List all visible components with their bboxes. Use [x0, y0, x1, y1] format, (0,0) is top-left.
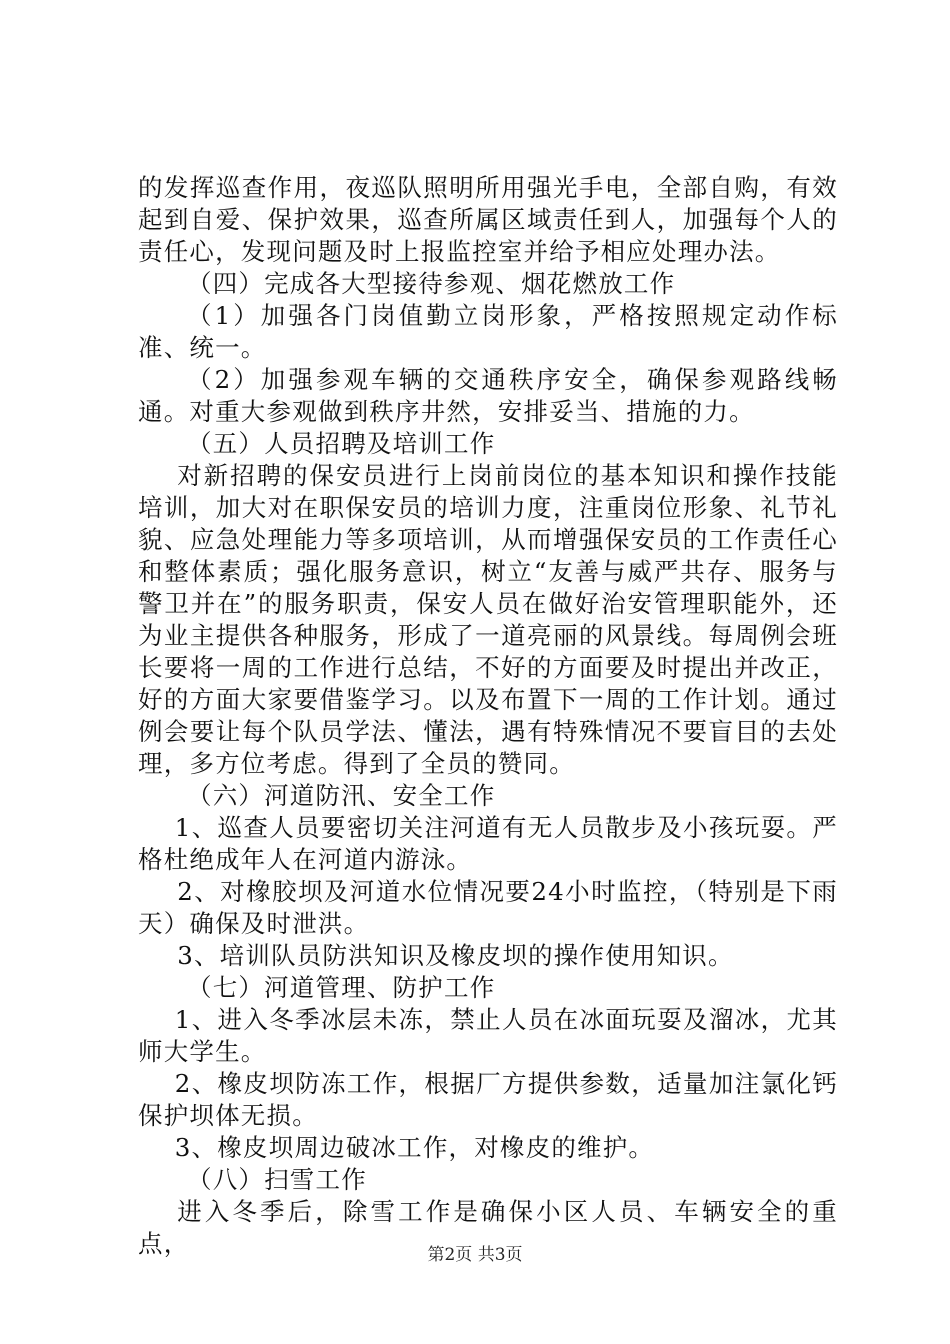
- list-item: 3、橡皮坝周边破冰工作，对橡皮的维护。: [174, 1133, 655, 1162]
- section-heading-8: （八）扫雪工作: [187, 1165, 367, 1194]
- list-item: （2）加强参观车辆的交通秩序安全，确保参观路线畅通。对重大参观做到秩序井然，安排妥当、措施的力。: [138, 365, 838, 426]
- section-heading-7: （七）河道管理、防护工作: [187, 973, 496, 1002]
- paragraph-1: 的发挥巡查作用，夜巡队照明所用强光手电，全部自购，有效起到自爱、保护效果，巡查所属区域责任到人，加强每个人的责任心，发现问题及时上报监控室并给予相应处理办法。: [138, 173, 838, 266]
- section-heading-5: （五）人员招聘及培训工作: [187, 429, 496, 458]
- page-number-footer: 第2页 共3页: [427, 1245, 523, 1265]
- paragraph-snow: 进入冬季后，除雪工作是确保小区人员、车辆安全的重点，: [138, 1197, 838, 1258]
- section-heading-6: （六）河道防汛、安全工作: [187, 781, 496, 810]
- paragraph-training: 对新招聘的保安员进行上岗前岗位的基本知识和操作技能培训，加大对在职保安员的培训力度，注重岗位形象、礼节礼貌、应急处理能力等多项培训，从而增强保安员的工作责任心和整体素质；强化服务意识，树立“友善与威严共存、服务与警卫并在”的服务职责，保安人员在做好治安管理职能外，还为业主提供各种服务，形成了一道亮丽的风景线。每周例会班长要将一周的工作进行总结，不好的方面要及时提出并改正，好的方面大家要借鉴学习。以及布置下一周的工作计划。通过例会要让每个队员学法、懂法，遇有特殊情况不要盲目的去处理，多方位考虑。得到了全员的赞同。: [138, 461, 838, 778]
- list-item: （1）加强各门岗值勤立岗形象，严格按照规定动作标准、统一。: [138, 301, 838, 362]
- list-item: 2、橡皮坝防冻工作，根据厂方提供参数，适量加注氯化钙保护坝体无损。: [138, 1069, 838, 1130]
- section-heading-4: （四）完成各大型接待参观、烟花燃放工作: [187, 269, 676, 298]
- document-body: [138, 172, 838, 1260]
- list-item: 1、进入冬季冰层未冻，禁止人员在冰面玩耍及溜冰，尤其师大学生。: [138, 1005, 838, 1066]
- list-item: 3、培训队员防洪知识及橡皮坝的操作使用知识。: [177, 941, 734, 970]
- list-item: 2、对橡胶坝及河道水位情况要24小时监控，（特别是下雨天）确保及时泄洪。: [138, 877, 838, 938]
- list-item: 1、巡查人员要密切关注河道有无人员散步及小孩玩耍。严格杜绝成年人在河道内游泳。: [138, 813, 838, 874]
